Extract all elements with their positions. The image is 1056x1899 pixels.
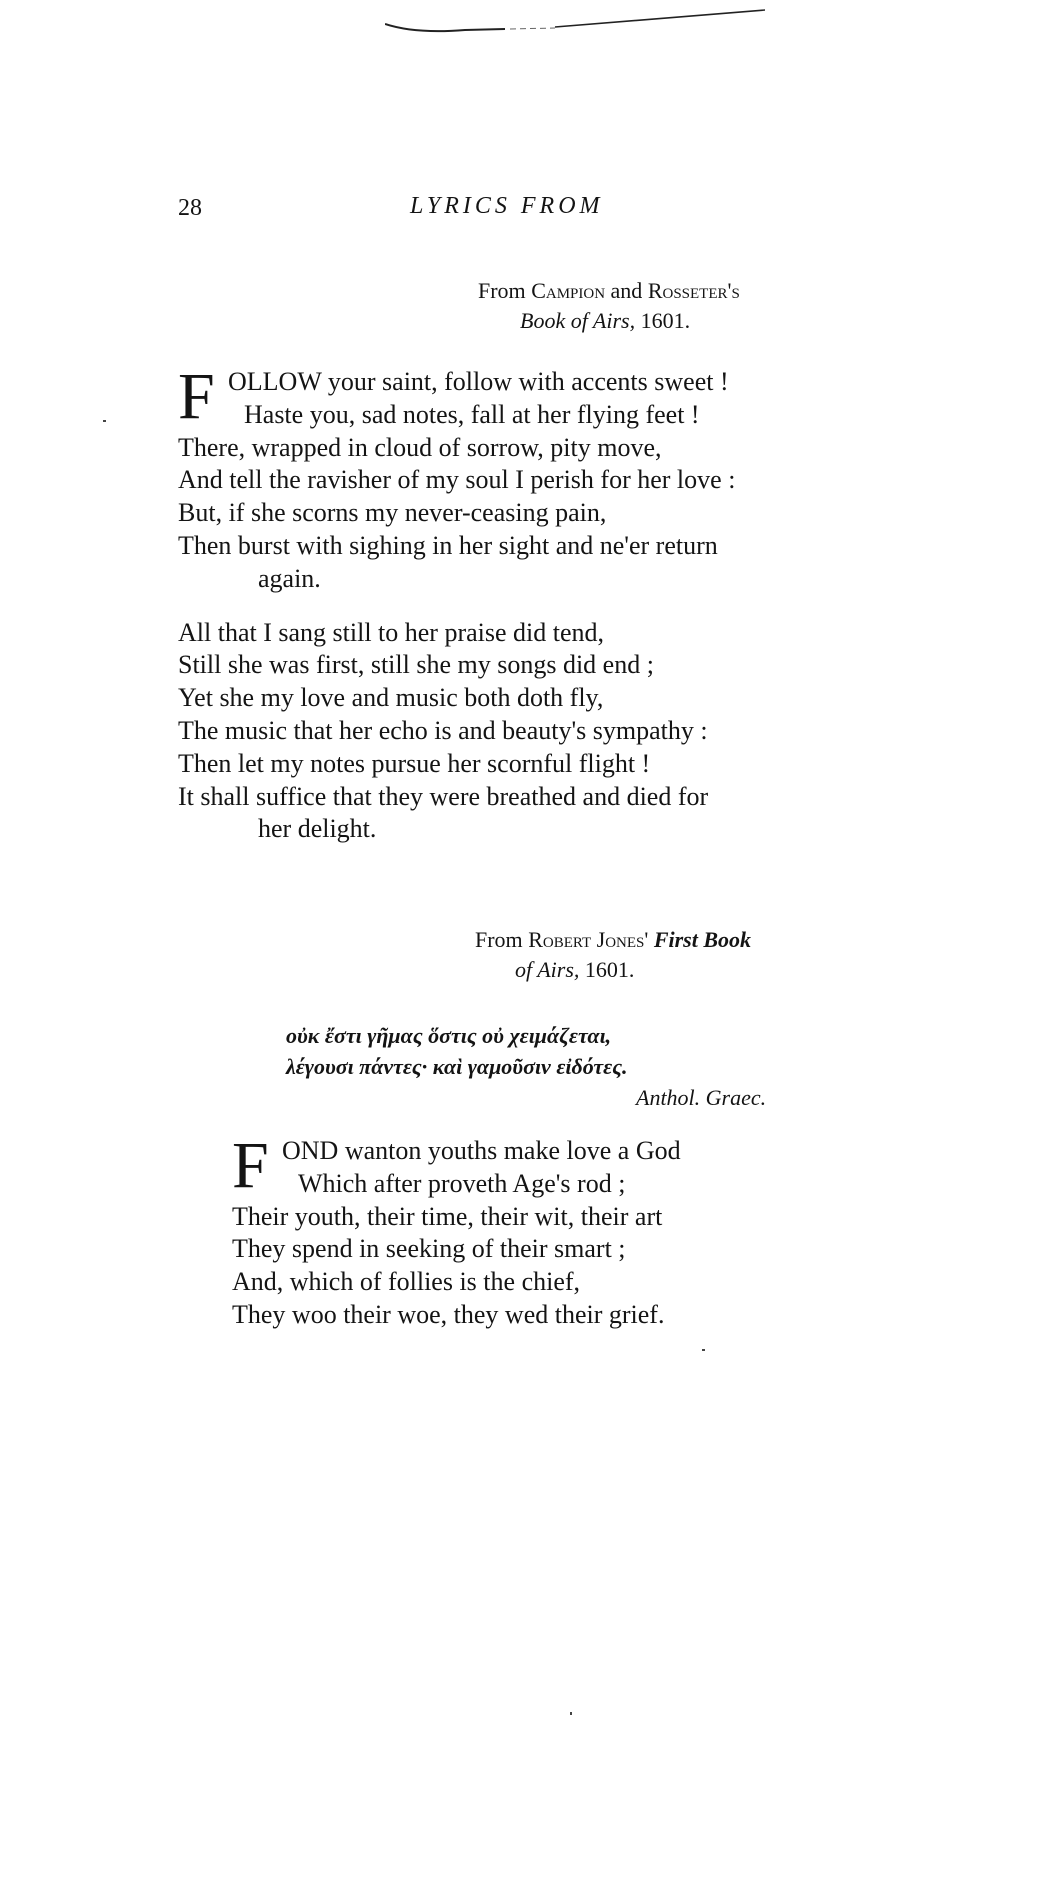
poem-line: Then let my notes pursue her scornful flight ! [178, 748, 651, 778]
poem-line: There, wrapped in cloud of sorrow, pity move, [178, 432, 662, 462]
poem-follow-your-saint [178, 360, 838, 846]
attribution-jones [475, 925, 751, 985]
scan-speck [103, 420, 106, 422]
stanza-2 [178, 617, 838, 847]
poem-line: F OND wanton youths make love a God [232, 1129, 681, 1202]
page-number: 28 [178, 195, 202, 221]
attribution-line-1: From Robert Jones' First Book [475, 927, 752, 952]
poem-line: They spend in seeking of their smart ; [232, 1234, 626, 1264]
poem-line-turnover: her delight. [258, 814, 377, 844]
poem-line: Still she was first, still she my songs did end ; [178, 650, 654, 680]
epigraph-source: Anthol. Graec. [636, 1085, 767, 1110]
poem-line: Then burst with sighing in her sight and ne'er return [178, 530, 718, 560]
poem-line: All that I sang still to her praise did tend, [178, 617, 605, 647]
poem-line: F OLLOW your saint, follow with accents sweet ! [178, 360, 729, 433]
attribution-line-2: of Airs, 1601. [515, 957, 635, 982]
poem-line: And, which of follies is the chief, [232, 1267, 581, 1297]
poem-line: Haste you, sad notes, fall at her flying feet ! [244, 399, 700, 429]
stanza-1 [178, 360, 838, 596]
poem-line-turnover: again. [258, 563, 321, 593]
scan-speck [570, 1712, 572, 1715]
poem-line: But, if she scorns my never-ceasing pain, [178, 498, 607, 528]
epigraph-line: λέγουσι πάντες· καὶ γαμοῦσιν εἰδότες. [286, 1054, 628, 1079]
scan-rule-line [385, 8, 765, 38]
poem-line: It shall suffice that they were breathed and died for [178, 781, 709, 811]
poem-line: Which after proveth Age's rod ; [298, 1168, 626, 1198]
epigraph-line: οὐκ ἔστι γῆμας ὅστις οὐ χειμάζεται, [286, 1023, 612, 1048]
attribution-campion [478, 276, 740, 336]
attribution-line-2: Book of Airs, 1601. [520, 308, 691, 333]
scan-speck [702, 1349, 705, 1351]
poem-fond-wanton-youths [232, 1129, 792, 1332]
page-header [178, 193, 808, 227]
attribution-line-1: From Campion and Rosseter's [478, 278, 740, 303]
greek-epigraph [286, 1020, 806, 1113]
poem-line: They woo their woe, they wed their grief. [232, 1299, 665, 1329]
poem-line: The music that her echo is and beauty's sympathy : [178, 715, 708, 745]
poem-line: Their youth, their time, their wit, their art [232, 1201, 663, 1231]
poem-line: Yet she my love and music both doth fly, [178, 683, 604, 713]
running-title: LYRICS FROM [410, 193, 604, 219]
drop-cap: F [178, 360, 215, 433]
drop-cap: F [232, 1129, 269, 1202]
poem-line: And tell the ravisher of my soul I perish for her love : [178, 465, 736, 495]
